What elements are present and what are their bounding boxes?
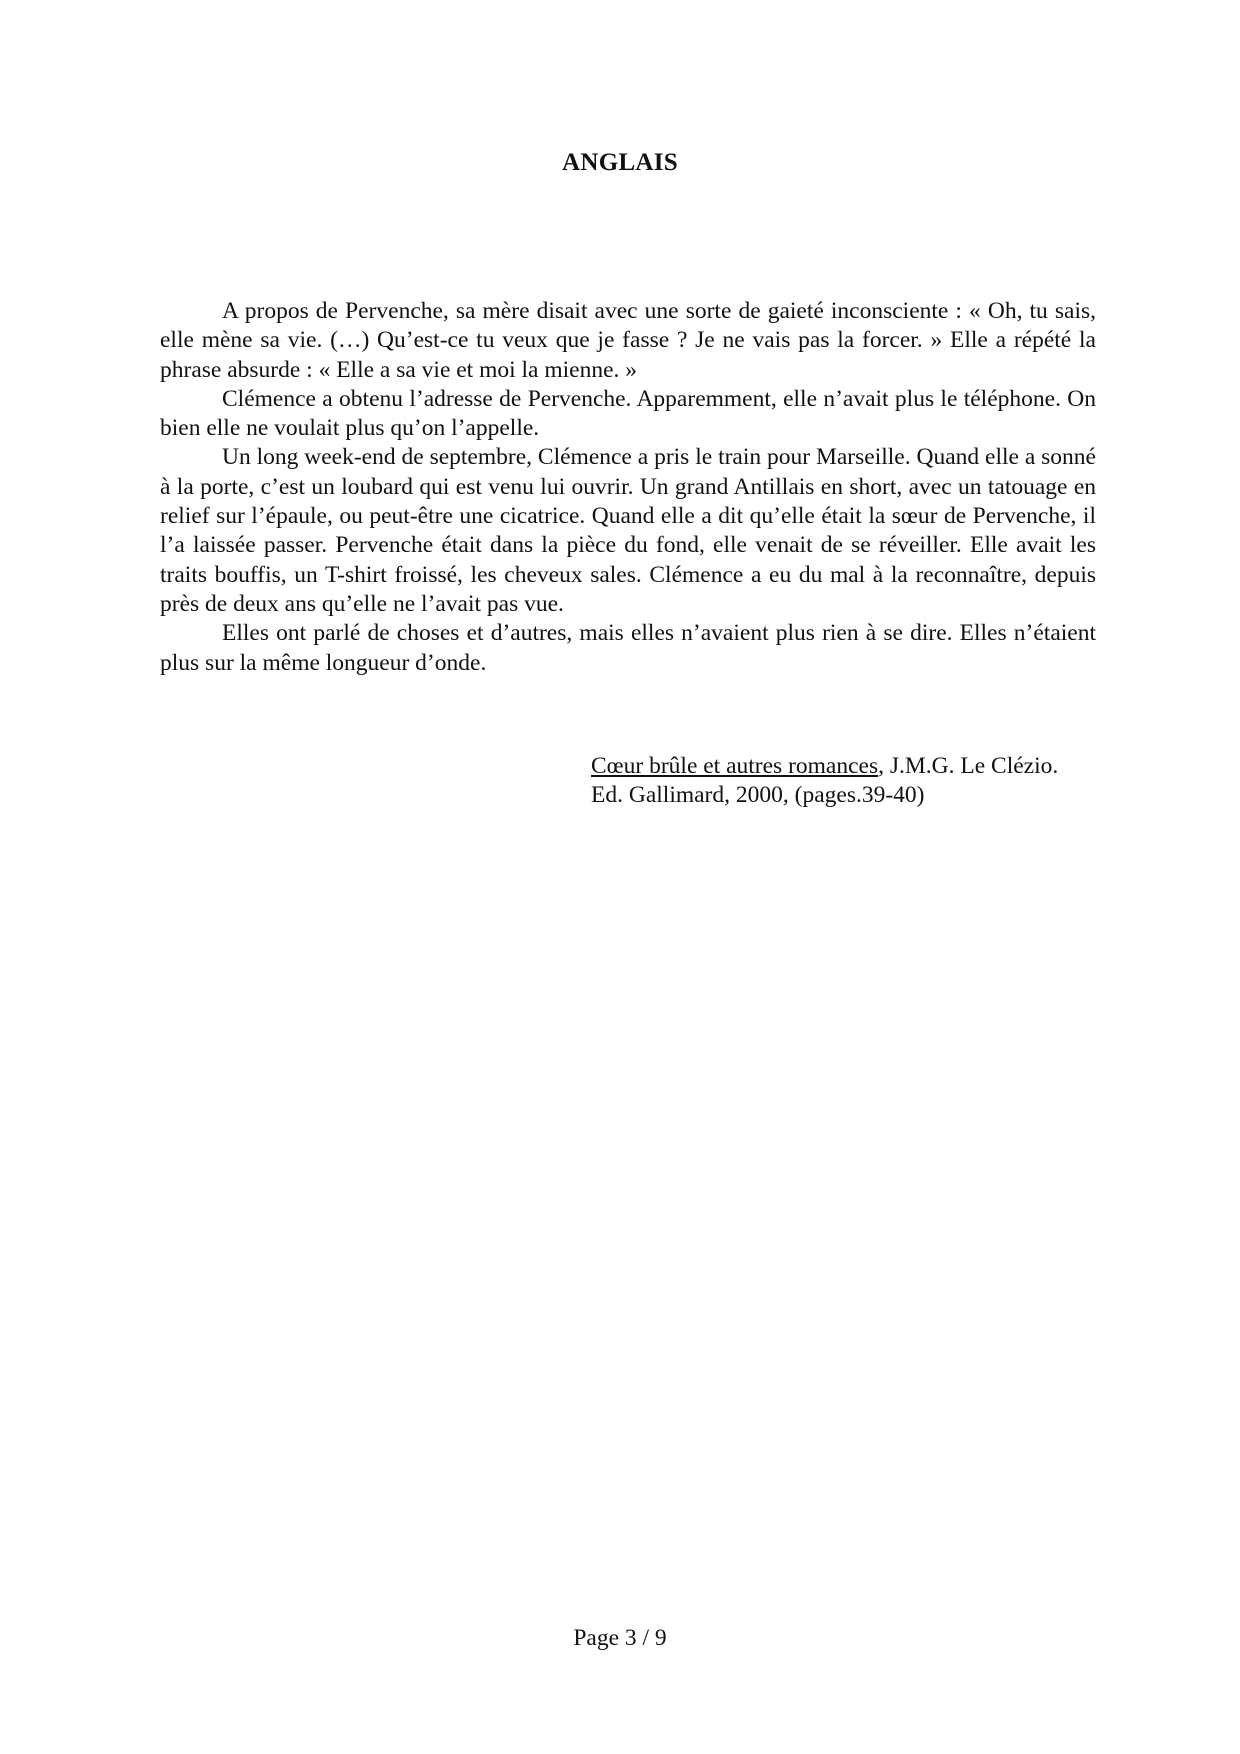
paragraph-3: Un long week-end de septembre, Clémence a pris le train pour Marseille. Quand elle a sonné à la porte, c’est un loubard qui est venu lui ouvrir. Un grand Antillais en short, avec un tatouage en relief sur l’épaule, ou peut-être une cicatrice. Quand elle a dit qu’elle était la sœur de Pervenche, il l’a laissée passer. Pervenche était dans la pièce du fond, elle venait de se réveiller. Elle avait les traits bouffis, un T-shirt froissé, les cheveux sales. Clémence a eu du mal à la reconnaître, depuis près de deux ans qu’elle ne l’avait pas vue.	[160, 444, 1096, 617]
citation-line-1	[591, 752, 1058, 781]
paragraph-4: Elles ont parlé de choses et d’autres, mais elles n’avaient plus rien à se dire. Elles n’étaient plus sur la même longueur d’onde.	[160, 620, 1096, 676]
page-title: ANGLAIS	[561, 149, 679, 176]
paragraph-2: Clémence a obtenu l’adresse de Pervenche. Apparemment, elle n’avait plus le téléphone. On bien elle ne voulait plus qu’on l’appelle.	[160, 385, 1096, 442]
paragraph-1: A propos de Pervenche, sa mère disait avec une sorte de gaieté inconsciente : « Oh, tu sais, elle mène sa vie. (…) Qu’est-ce tu veux que je fasse ? Je ne vais pas la forcer. » Elle a répété la phrase absurde : « Elle a sa vie et moi la mienne. »	[160, 298, 1096, 383]
author-name: , J.M.G. Le Clézio.	[878, 753, 1059, 779]
source-citation	[591, 752, 1058, 811]
page-number: Page 3 / 9	[573, 1625, 667, 1651]
publisher-line: Ed. Gallimard, 2000, (pages.39-40)	[591, 782, 925, 809]
excerpt-text	[160, 297, 1096, 678]
book-title: Cœur brûle et autres romances	[591, 753, 879, 779]
